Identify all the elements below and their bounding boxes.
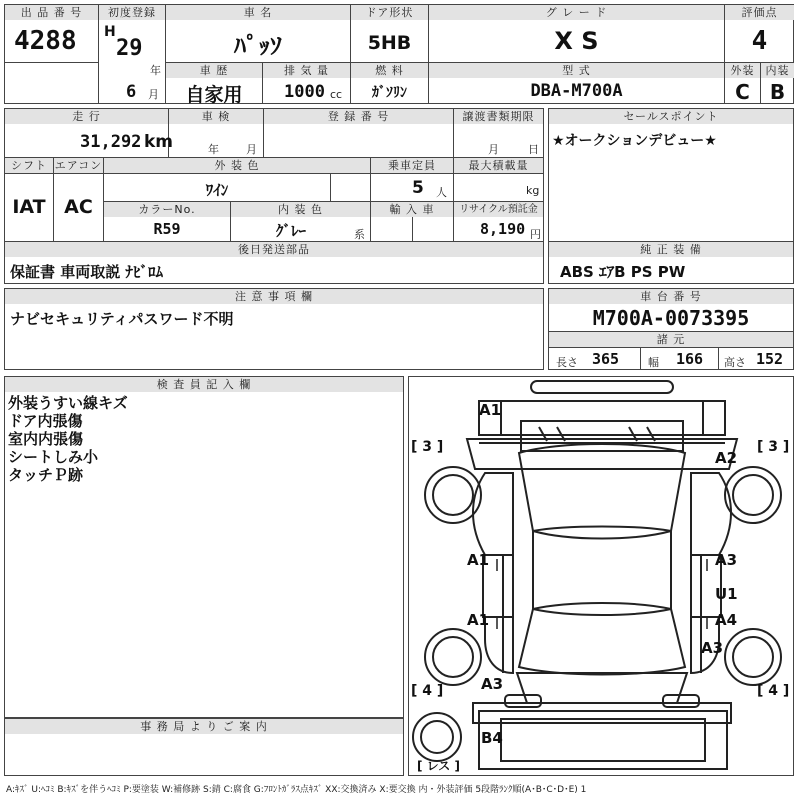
damage-mark: A3 xyxy=(701,639,724,657)
displacement-label: 排 気 量 xyxy=(263,63,350,78)
int-color-unit: 系 xyxy=(354,228,365,241)
mileage: 31,292 xyxy=(80,132,142,152)
int-color-label: 内 装 色 xyxy=(231,202,370,217)
first-reg-month-unit: 月 xyxy=(148,88,159,101)
grade: X S xyxy=(554,27,599,55)
interior-score: B xyxy=(769,80,786,104)
genuine-label: 純 正 装 備 xyxy=(549,242,793,257)
shift: IAT xyxy=(12,196,46,218)
damage-mark: A2 xyxy=(715,449,738,467)
damage-mark: A1 xyxy=(479,401,502,419)
capacity-label: 乗車定員 xyxy=(371,158,453,173)
notes: ナビセキュリティパスワード不明 xyxy=(10,310,234,328)
fuel: ｶﾞｿﾘﾝ xyxy=(372,85,407,101)
history-label: 車 歴 xyxy=(166,63,262,78)
inspection-month-unit: 月 xyxy=(246,143,257,156)
inspector-label: 検 査 員 記 入 欄 xyxy=(5,377,403,392)
interior-label: 内装 xyxy=(761,63,794,78)
lot-no: 4288 xyxy=(14,26,77,56)
displacement-unit: cc xyxy=(330,88,343,101)
exterior-label: 外装 xyxy=(725,63,760,78)
fuel-label: 燃 料 xyxy=(351,63,428,78)
later-parts: 保証書 車両取説 ﾅﾋﾞﾛﾑ xyxy=(10,263,163,281)
tire-depth: [ 3 ] xyxy=(757,439,790,455)
door: 5HB xyxy=(367,32,412,54)
tire-depth: [ 4 ] xyxy=(757,683,790,699)
int-color: ｸﾞﾚｰ xyxy=(275,222,306,240)
transfer-label: 譲渡書類期限 xyxy=(454,109,543,124)
notes-label: 注 意 事 項 欄 xyxy=(5,289,543,304)
damage-mark: A1 xyxy=(467,551,490,569)
damage-mark: B4 xyxy=(481,729,503,747)
office-label: 事 務 局 よ り ご 案 内 xyxy=(5,719,403,734)
inspector-line: 外装うすい線キズ xyxy=(8,394,128,412)
width: 166 xyxy=(676,350,704,368)
car-diagram xyxy=(408,376,794,776)
first-reg-era: H xyxy=(104,24,116,40)
reg-no-label: 登 録 番 号 xyxy=(264,109,453,124)
score-label: 評価点 xyxy=(725,5,794,20)
import-label: 輸 入 車 xyxy=(371,202,453,217)
inspector-line: ドア内張傷 xyxy=(8,412,83,430)
length-label: 長さ xyxy=(556,356,578,369)
lot-no-label: 出 品 番 号 xyxy=(5,5,98,20)
color-no: R59 xyxy=(153,220,181,238)
damage-mark: A3 xyxy=(481,675,504,693)
height: 152 xyxy=(756,350,784,368)
recycle-fee: 8,190 xyxy=(480,220,526,238)
first-reg-year-unit: 年 xyxy=(150,64,161,77)
length: 365 xyxy=(592,350,620,368)
grade-label: グ レ ー ド xyxy=(429,5,724,20)
ext-color: ﾜｲﾝ xyxy=(205,181,229,199)
mileage-unit: km xyxy=(144,132,174,152)
damage-mark: A1 xyxy=(467,611,490,629)
displacement: 1000 xyxy=(284,82,325,102)
first-reg-month: 6 xyxy=(126,82,137,102)
inspection-label: 車 検 xyxy=(169,109,263,124)
sales-point: ★オークションデビュー★ xyxy=(552,133,717,149)
mileage-label: 走 行 xyxy=(5,109,168,124)
inspector-line: タッチＰ跡 xyxy=(8,466,84,484)
exterior-score: C xyxy=(735,80,750,104)
later-parts-label: 後日発送部品 xyxy=(5,242,543,257)
car-name-label: 車 名 xyxy=(166,5,350,20)
tire-depth: [ 3 ] xyxy=(411,439,444,455)
shift-label: シフト xyxy=(5,158,53,173)
dims-label: 諸 元 xyxy=(549,332,793,347)
legend: A:ｷｽﾞ U:ﾍｺﾐ B:ｷｽﾞを伴うﾍｺﾐ P:要塗装 W:補修跡 S:錆 C:腐食 G:ﾌﾛﾝﾄｶﾞﾗｽ点ｷｽﾞ XX:交換済み X:要交換 内・外装評価 5段階ﾗﾝｸ順(A･B･C･D･E) 1 xyxy=(6,785,587,795)
color-no-label: カラーNo. xyxy=(104,202,230,217)
door-label: ドア形状 xyxy=(351,5,428,20)
inspection-year-unit: 年 xyxy=(208,143,219,156)
height-label: 高さ xyxy=(724,356,746,369)
chassis-label: 車 台 番 号 xyxy=(549,289,793,304)
first-reg-year: 29 xyxy=(116,36,143,61)
ac: AC xyxy=(64,196,93,218)
recycle-label: リサイクル預託金 xyxy=(454,202,543,217)
width-label: 幅 xyxy=(648,356,659,369)
inspector-line: シートしみ小 xyxy=(8,448,99,466)
model-label: 型 式 xyxy=(429,63,724,78)
max-load-unit: kg xyxy=(526,184,540,197)
model: DBA-M700A xyxy=(530,81,623,101)
car-outline xyxy=(409,377,795,777)
genuine-equipment: ABS ｴｱB PS PW xyxy=(560,263,686,281)
tire-depth: [ 4 ] xyxy=(411,683,444,699)
score: 4 xyxy=(751,26,768,56)
capacity-unit: 人 xyxy=(436,186,447,199)
spare-tire: [ レス ] xyxy=(417,759,460,773)
capacity: 5 xyxy=(412,178,424,198)
damage-mark: A3 xyxy=(715,551,738,569)
damage-mark: A4 xyxy=(715,611,738,629)
chassis-no: M700A-0073395 xyxy=(592,306,750,330)
recycle-unit: 円 xyxy=(530,228,541,241)
history: 自家用 xyxy=(185,84,243,106)
first-reg-label: 初度登録 xyxy=(99,5,165,20)
sales-point-label: セールスポイント xyxy=(549,109,793,124)
transfer-day-unit: 日 xyxy=(528,143,539,156)
ext-color-label: 外 装 色 xyxy=(104,158,370,173)
max-load-label: 最大積載量 xyxy=(454,158,543,173)
inspector-line: 室内内張傷 xyxy=(8,430,84,448)
damage-mark: U1 xyxy=(715,585,738,603)
car-name: ﾊﾟｯｿ xyxy=(234,32,282,60)
ac-label: エアコン xyxy=(54,159,103,172)
transfer-month-unit: 月 xyxy=(488,143,499,156)
